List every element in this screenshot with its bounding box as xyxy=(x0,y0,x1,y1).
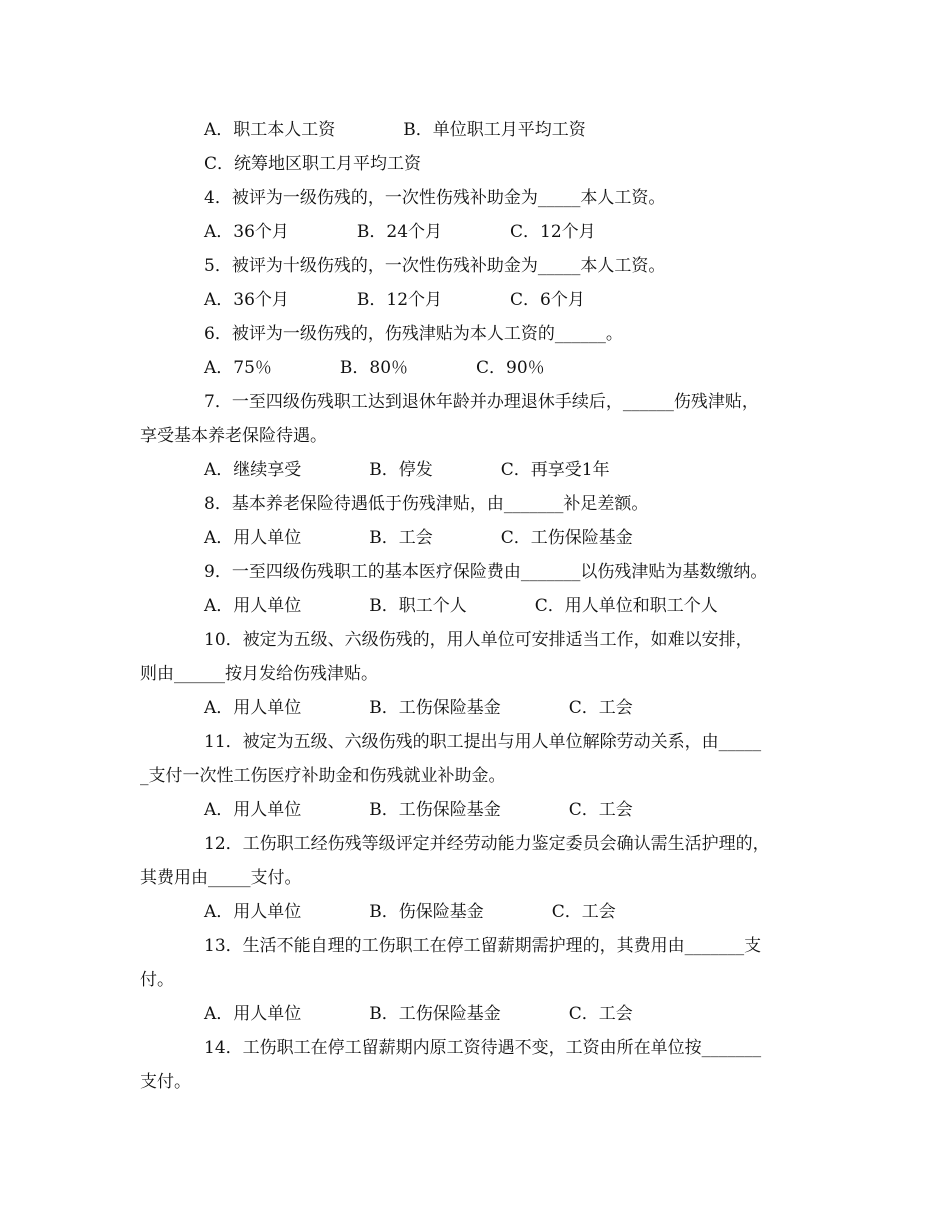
option-line: A．用人单位 B．职工个人 C．用人单位和职工个人 xyxy=(204,596,718,616)
question-10: 10．被定为五级、六级伤残的，用人单位可安排适当工作，如难以安排， xyxy=(204,630,753,650)
question-11-continued: _支付一次性工伤医疗补助金和伤残就业补助金。 xyxy=(140,766,506,786)
option-line: A．36个月 B．12个月 C．6个月 xyxy=(204,290,585,310)
question-7-continued: 享受基本养老保险待遇。 xyxy=(140,426,327,446)
question-13-continued: 付。 xyxy=(140,970,174,990)
option-line: A．用人单位 B．工伤保险基金 C．工会 xyxy=(204,1004,633,1024)
question-8: 8．基本养老保险待遇低于伤残津贴，由_______补足差额。 xyxy=(204,494,649,514)
question-11: 11．被定为五级、六级伤残的职工提出与用人单位解除劳动关系，由_____ xyxy=(204,732,762,752)
question-14: 14．工伤职工在停工留薪期内原工资待遇不变，工资由所在单位按_______ xyxy=(204,1038,762,1058)
question-4: 4．被评为一级伤残的，一次性伤残补助金为_____本人工资。 xyxy=(204,188,666,208)
question-6: 6．被评为一级伤残的，伤残津贴为本人工资的______。 xyxy=(204,324,623,344)
question-9: 9．一至四级伤残职工的基本医疗保险费由_______以伤残津贴为基数缴纳。 xyxy=(204,562,768,582)
question-10-continued: 则由______按月发给伤残津贴。 xyxy=(140,664,378,684)
question-7: 7．一至四级伤残职工达到退休年龄并办理退休手续后，______伤残津贴， xyxy=(204,392,759,412)
option-line: A．职工本人工资 B．单位职工月平均工资 xyxy=(204,120,586,140)
option-line: A．用人单位 B．工伤保险基金 C．工会 xyxy=(204,698,633,718)
option-line: A．继续享受 B．停发 C．再享受1年 xyxy=(204,460,610,480)
option-line: A．用人单位 B．工会 C．工伤保险基金 xyxy=(204,528,633,548)
question-12-continued: 其费用由_____支付。 xyxy=(140,868,302,888)
question-5: 5．被评为十级伤残的，一次性伤残补助金为_____本人工资。 xyxy=(204,256,666,276)
option-line: A．用人单位 B．伤保险基金 C．工会 xyxy=(204,902,616,922)
question-14-continued: 支付。 xyxy=(140,1072,191,1092)
question-12: 12．工伤职工经伤残等级评定并经劳动能力鉴定委员会确认需生活护理的， xyxy=(204,834,770,854)
option-line: C．统筹地区职工月平均工资 xyxy=(204,154,422,174)
question-13: 13．生活不能自理的工伤职工在停工留薪期需护理的，其费用由_______支 xyxy=(204,936,762,956)
option-line: A．36个月 B．24个月 C．12个月 xyxy=(204,222,596,242)
option-line: A．75％ B．80％ C．90％ xyxy=(204,358,545,378)
option-line: A．用人单位 B．工伤保险基金 C．工会 xyxy=(204,800,633,820)
